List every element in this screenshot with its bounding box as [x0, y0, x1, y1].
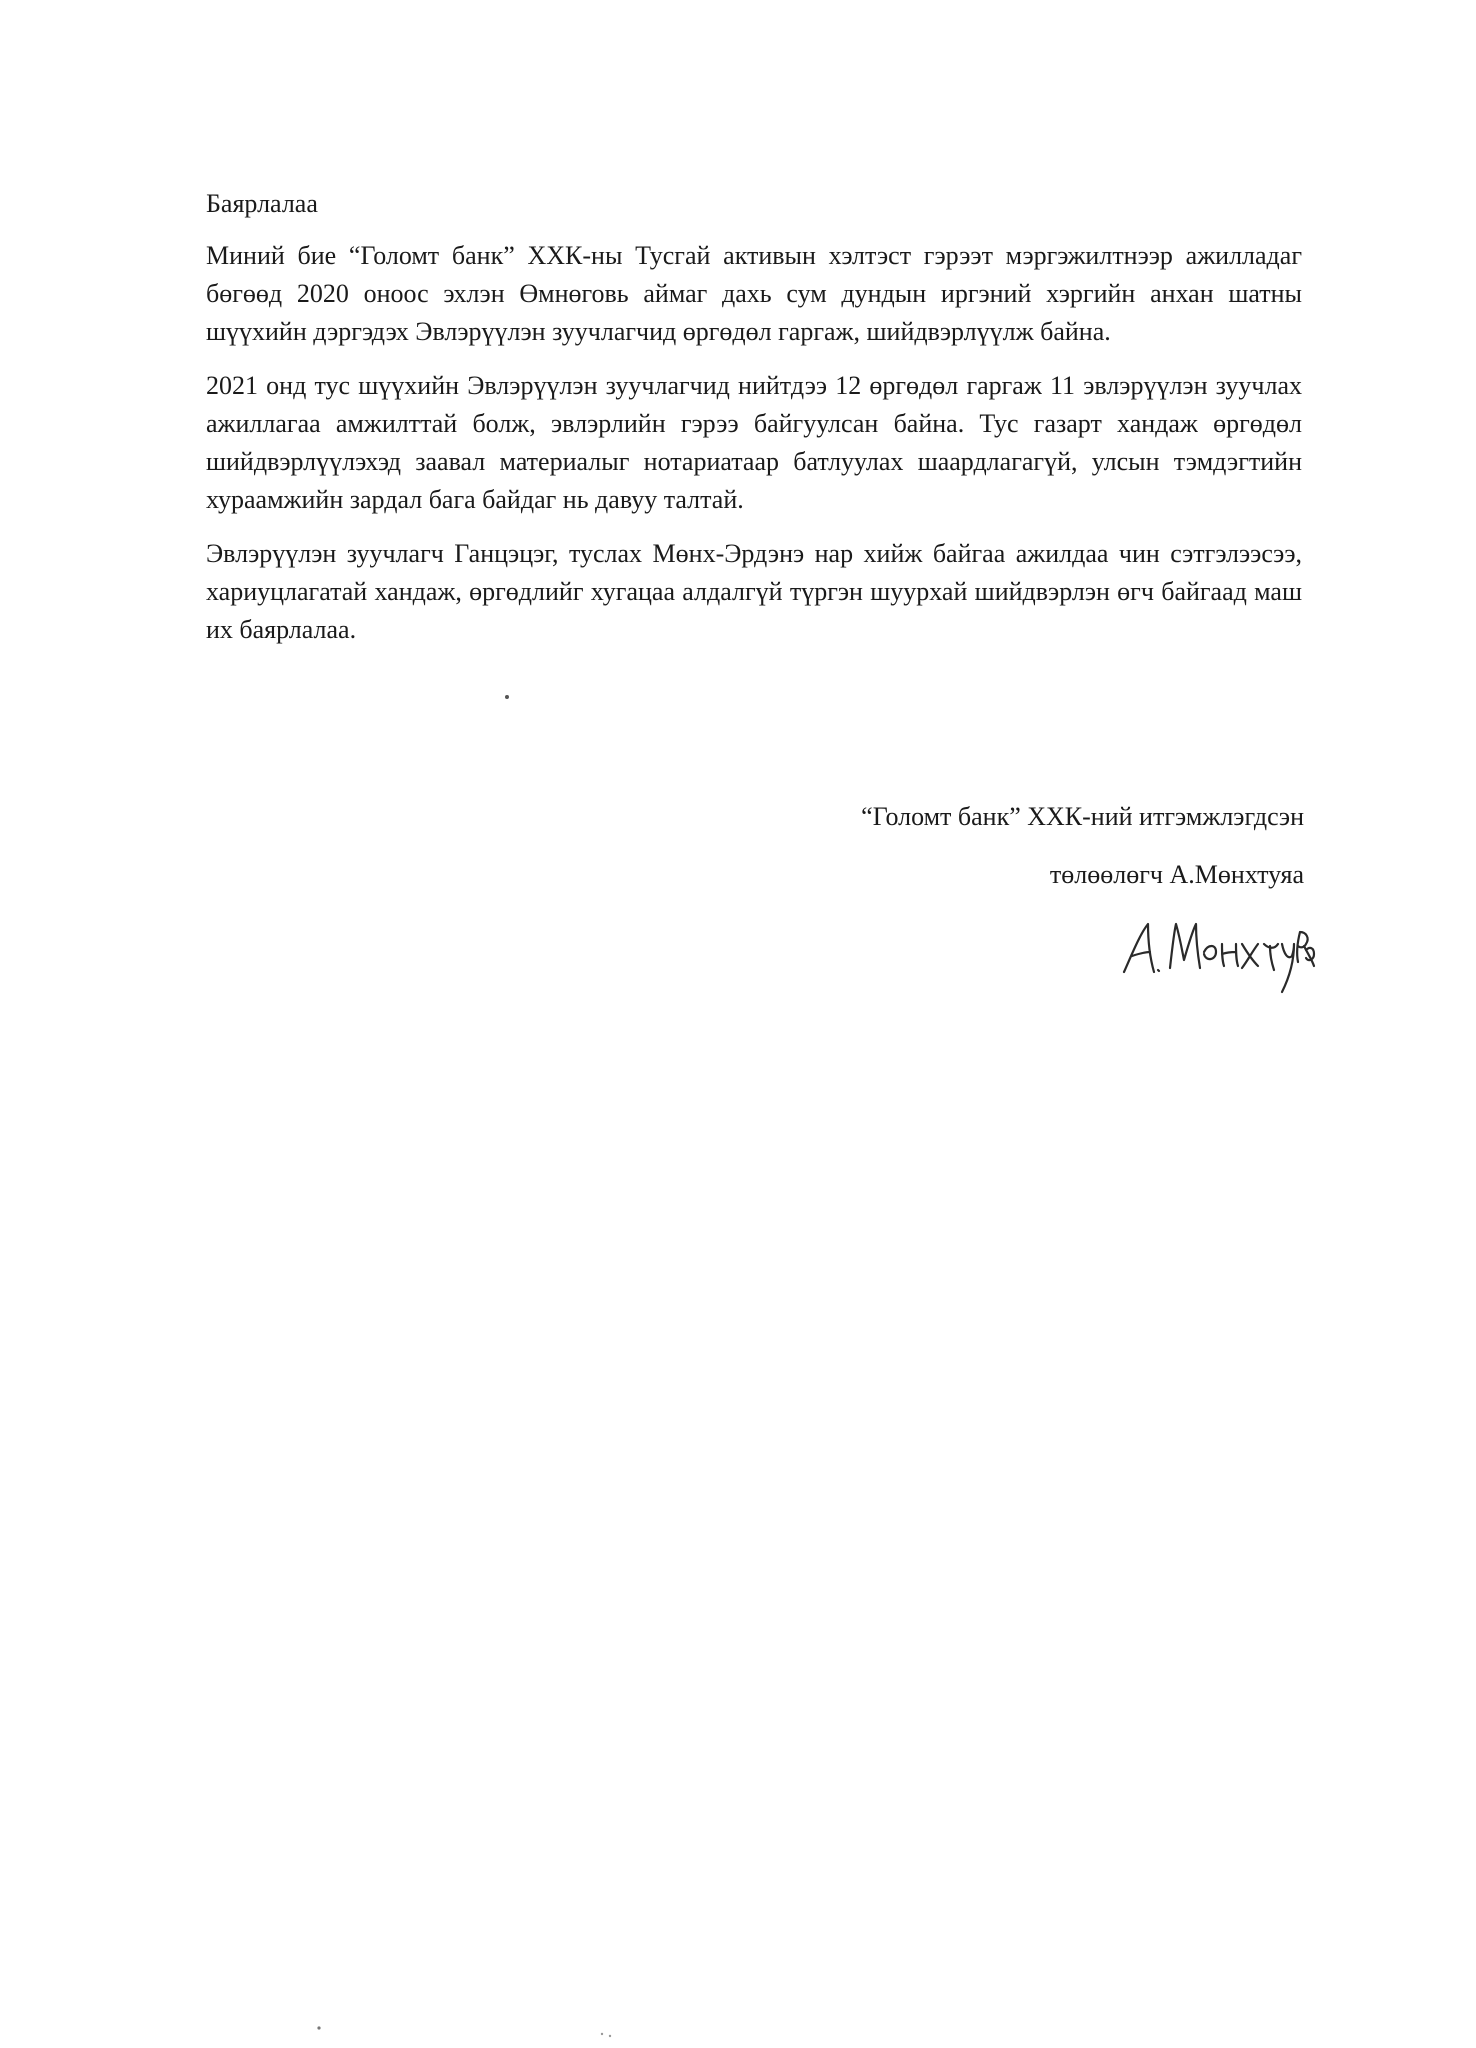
handwritten-signature [1118, 910, 1318, 1000]
letter-heading: Баярлалаа [206, 189, 318, 218]
paragraph-2: 2021 онд тус шүүхийн Эвлэрүүлэн зуучлагчид нийтдээ 12 өргөдөл гаргаж 11 эвлэрүүлэн зуучлах ажиллагаа амжилттай болж, эвлэрлийн гэрээ байгуулсан байна. Тус газарт хандаж өргөдөл шийдвэрлүүлэхэд заавал материалыг нотариатаар батлуулах шаардлагагүй, улсын тэмдэгтийн хураамжийн зардал бага байдаг нь давуу талтай. [206, 371, 1302, 514]
paragraph-3: Эвлэрүүлэн зуучлагч Ганцэцэг, туслах Мөнх-Эрдэнэ нар хийж байгаа ажилдаа чин сэтгэлээсээ, хариуцлагатай хандаж, өргөдлийг хугацаа алдалгүй түргэн шуурхай шийдвэрлэн өгч байгаад маш их баярлалаа. [206, 539, 1302, 644]
letter-body [206, 185, 1302, 665]
signatory-organization: “Голомт банк” ХХК-ний итгэмжлэгдсэн [861, 802, 1304, 831]
signatory-name: төлөөлөгч А.Мөнхтуяа [1049, 860, 1304, 889]
signature-block [700, 798, 1304, 914]
paragraph-1: Миний бие “Голомт банк” ХХК-ны Тусгай активын хэлтэст гэрээт мэргэжилтнээр ажилладаг бөгөөд 2020 оноос эхлэн Өмнөговь аймаг дахь сум дундын иргэний хэргийн анхан шатны шүүхийн дэргэдэх Эвлэрүүлэн зуучлагчид өргөдөл гаргаж, шийдвэрлүүлж байна. [206, 241, 1302, 346]
